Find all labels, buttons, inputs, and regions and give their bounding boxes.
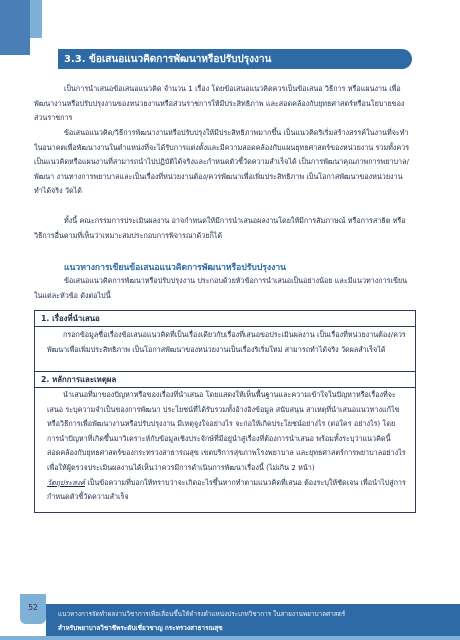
topic-description: กรอกข้อมูลชื่อเรื่องข้อเสนอแนวคิดที่เป็นเรื่องเดียวกับเรื่องที่เสนอขอประเมินผลงาน เป็นเรื่องที่หน่วยงานต้อง/ควรพัฒนาเพื่อเพิ่มประสิทธิภาพ เป็นโอกาสพัฒนาของหน่วยงานเป็นเรื่องริเริ่มใหม่ สามารถทำได้จริง วัดผลสำเร็จได้ — [47, 330, 406, 354]
rationale-description — [47, 388, 409, 505]
footer-line-1: แนวทางการจัดทำผลงานวิชาการเพื่อเลื่อนขึ้นให้ดำรงตำแหน่งประเภทวิชาการ ในสายงานพยาบาลศาสตร์ — [58, 610, 346, 618]
table-row-head-1 — [35, 311, 415, 327]
intro-paragraph-2: ข้อเสนอแนวคิด/วิธีการพัฒนางานหรือปรับปรุงให้มีประสิทธิภาพมากขึ้น เป็นแนวคิดริเริ่มสร้างสรรค์ในงานที่จะทำในอนาคตเพื่อพัฒนางานในตำแหน่งที่จะได้รับการแต่งตั้งและมีความสอดคล้องกับแผนยุทธศาสตร์ของหน่วยงาน รวมทั้งควรเป็นแนวคิดหรือแผนงานที่สามารถนำไปปฏิบัติได้จริงและกำหนดตัวชี้วัดความสำเร็จได้ เป็นการพัฒนาคุณภาพการพยาบาล/พัฒนา งานทางการพยาบาลและเป็นเรื่องที่หน่วยงานต้อง/ควรพัฒนาเพื่อเพิ่มประสิทธิภาพ เป็นโอกาสพัฒนาของหน่วยงาน ทำได้จริง วัดได้ — [34, 128, 410, 196]
guideline-table — [34, 310, 416, 513]
footer-bar — [46, 604, 460, 640]
page-number: 52 — [28, 603, 38, 612]
footer-line-2: สำหรับพยาบาลวิชาชีพระดับเชี่ยวชาญ กระทรวงสาธารณสุข — [58, 624, 223, 632]
topic-heading: 1. เรื่องที่นำเสนอ — [41, 314, 100, 323]
header-decoration — [0, 0, 30, 55]
table-row-head-2 — [35, 371, 415, 388]
header-decoration-accent — [30, 0, 42, 38]
guide-paragraph: ข้อเสนอแนวคิดการพัฒนาหรือปรับปรุงงาน ประกอบด้วยหัวข้อการนำเสนอเป็นอย่างน้อย และมีแนวทางการเขียนในแต่ละหัวข้อ ดังต่อไปนี้ — [34, 276, 408, 300]
rationale-heading: 2. หลักการและเหตุผล — [41, 375, 117, 384]
intro-paragraph-1: เป็นการนำเสนอข้อเสนอแนวคิด จำนวน 1 เรื่อง โดยข้อเสนอแนวคิดควรเป็นข้อเสนอ วิธีการ หรือแผนงาน เพื่อพัฒนางานหรือปรับปรุงงานของหน่วยงานหรือส่วนราชการให้มีประสิทธิภาพ และสอดคล้องกับยุทธศาสตร์หรือนโยบายของส่วนราชการ — [34, 84, 405, 123]
page-number-tab — [20, 594, 46, 624]
objective-label: วัตถุประสงค์ — [47, 477, 86, 487]
guide-heading: แนวทางการเขียนข้อเสนอแนวคิดการพัฒนาหรือปรับปรุงงาน — [64, 263, 287, 273]
rationale-text: นำเสนอที่มาของปัญหาหรือของเรื่องที่นำเสนอ โดยแสดงให้เห็นพื้นฐานและความเข้าใจในปัญหาหรือเรื่องที่จะเสนอ ระบุความจำเป็นของการพัฒนา ประโยชน์ที่ได้รับรวมทั้งอ้างอิงข้อมูล สนับสนุน สาเหตุที่นำเสนอแนวทางแก้ไขหรือวิธีการเพื่อพัฒนางานหรือปรับปรุงงาน มีเหตุจูงใจอย่างไร จะก่อให้เกิดประโยชน์อย่างไร (ต่อใคร อย่างไร) โดยการนำปัญหาที่เกิดขึ้นมาวิเคราะห์กับข้อมูลเชิงประจักษ์ที่มีอยู่นำสู่เรื่องที่ต้องการนำเสนอ พร้อมทั้งระบุว่าแนวคิดนี้สอดคล้องกับยุทธศาสตร์ของกระทรวงสาธารณสุข เขตบริการสุขภาพโรงพยาบาล และยุทธศาสตร์การพยาบาลอย่างไร เพื่อให้ผู้ตรวจประเมินผลงานได้เห็นว่าควรมีการดำเนินการพัฒนาเรื่องนี้ (ไม่เกิน 2 หน้า) — [47, 390, 406, 472]
footer-strip — [0, 636, 460, 640]
section-title-bar — [58, 49, 412, 69]
intro-paragraph-3: ทั้งนี้ คณะกรรมการประเมินผลงาน อาจกำหนดให้มีการนำเสนอผลงานโดยให้มีการสัมภาษณ์ หรือการสาธิต หรือวิธีการอื่นตามที่เห็นว่าเหมาะสมประกอบการพิจารณาด้วยก็ได้ — [34, 216, 406, 240]
objective-text: เป็นข้อความที่บอกให้ทราบว่าจะเกิดอะไรขึ้นหากทำตามแนวคิดที่เสนอ ต้องระบุให้ชัดเจน เพื่อนำไปสู่การกำหนดตัวชี้วัดความสำเร็จ — [47, 477, 406, 502]
section-title: 3.3. ข้อเสนอแนวคิดการพัฒนาหรือปรับปรุงงาน — [64, 54, 272, 65]
